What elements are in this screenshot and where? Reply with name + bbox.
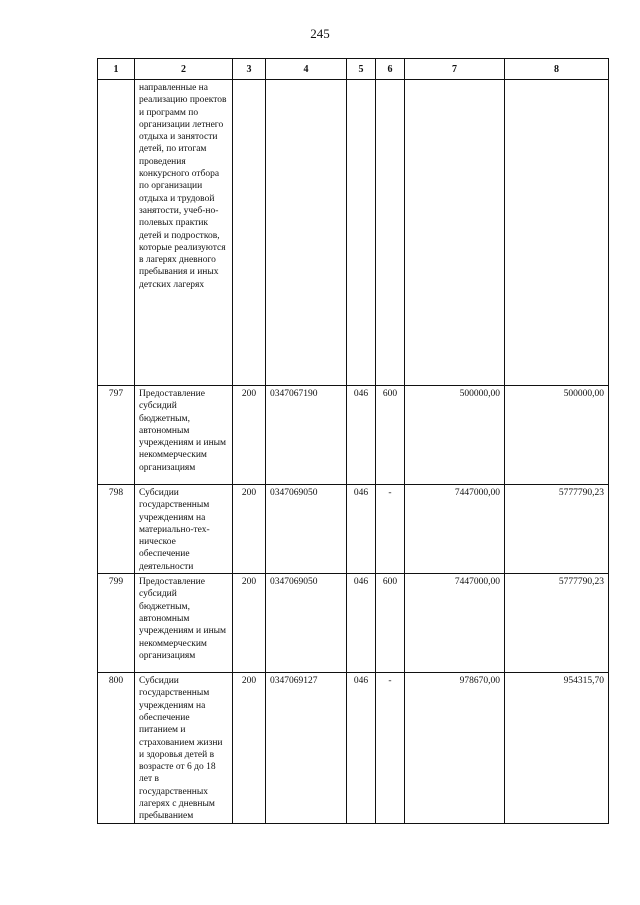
row-col6 [376,80,405,386]
table-row [98,80,609,386]
row-col4 [266,80,347,386]
row-code: 797 [98,386,135,485]
row-col6: 600 [376,574,405,673]
page-number: 245 [310,26,330,41]
column-header-6: 6 [376,59,405,80]
row-col3: 200 [233,574,266,673]
column-header-8: 8 [505,59,609,80]
table-row [98,673,609,824]
row-col8: 5777790,23 [505,574,609,673]
column-header-7: 7 [405,59,505,80]
row-col5: 046 [347,673,376,824]
row-col3: 200 [233,386,266,485]
row-description: Субсидии государственным учреждениям на обеспечение питанием и страхованием жизни и здоровья детей в возрасте от 6 до 18 лет в государственных лагерях с дневным пребыванием [135,673,233,824]
row-col6: 600 [376,386,405,485]
column-header-1: 1 [98,59,135,80]
row-col7: 978670,00 [405,673,505,824]
row-col4: 0347067190 [266,386,347,485]
row-col8: 500000,00 [505,386,609,485]
column-header-5: 5 [347,59,376,80]
row-code: 799 [98,574,135,673]
row-col5: 046 [347,386,376,485]
row-col3: 200 [233,485,266,574]
column-header-2: 2 [135,59,233,80]
table-row [98,386,609,485]
row-col5: 046 [347,574,376,673]
row-col3: 200 [233,673,266,824]
row-col8: 954315,70 [505,673,609,824]
table-row [98,485,609,574]
row-col5: 046 [347,485,376,574]
row-col8: 5777790,23 [505,485,609,574]
row-col4: 0347069050 [266,485,347,574]
row-code: 798 [98,485,135,574]
row-description: направленные на реализацию проектов и программ по организации летнего отдыха и занятости детей, по итогам проведения конкурсного отбора по организации отдыха и трудовой занятости, учеб-но-полевых практик детей и подростков, которые реализуются в лагерях дневного пребывания и иных детских лагерях [135,80,233,386]
budget-table [97,58,609,824]
row-description: Субсидии государственным учреждениям на материально-тех-ническое обеспечение деятельности [135,485,233,574]
row-col7: 500000,00 [405,386,505,485]
row-code [98,80,135,386]
row-col6: - [376,673,405,824]
row-col5 [347,80,376,386]
row-col4: 0347069050 [266,574,347,673]
row-col7 [405,80,505,386]
row-col6: - [376,485,405,574]
row-col4: 0347069127 [266,673,347,824]
row-description: Предоставление субсидий бюджетным, автономным учреждениям и иным некоммерческим организациям [135,574,233,673]
row-col3 [233,80,266,386]
row-col7: 7447000,00 [405,485,505,574]
row-col8 [505,80,609,386]
row-code: 800 [98,673,135,824]
table-row [98,574,609,673]
row-description: Предоставление субсидий бюджетным, автономным учреждениям и иным некоммерческим организациям [135,386,233,485]
column-header-4: 4 [266,59,347,80]
column-header-3: 3 [233,59,266,80]
table-header-row [98,59,609,80]
row-col7: 7447000,00 [405,574,505,673]
